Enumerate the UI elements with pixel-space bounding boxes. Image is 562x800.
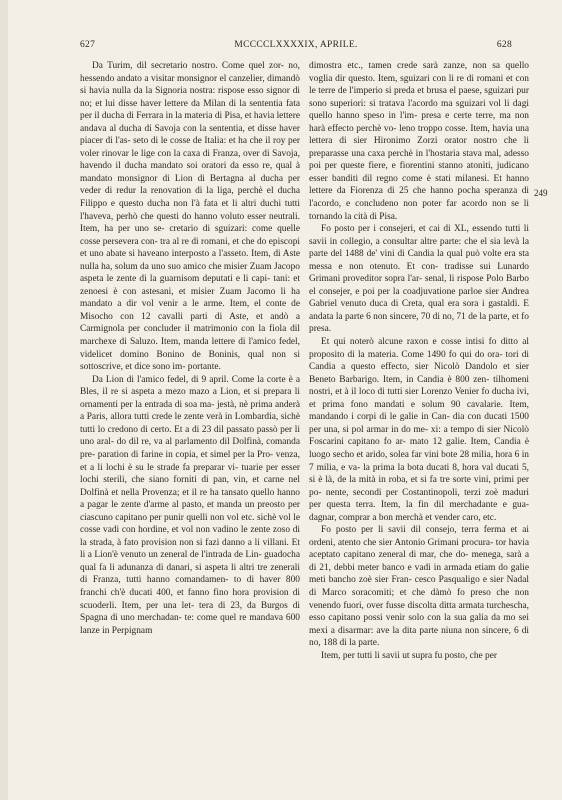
right-column <box>309 60 529 662</box>
margin-number: 249 <box>534 188 548 198</box>
scan-edge <box>0 0 8 800</box>
page-number-left: 627 <box>80 40 96 50</box>
paragraph: Fo posto per i consejeri, et cai di XL, essendo tutti li savii in collegio, a consultar altre parte: che el sia levà la parte del 1488 de' vini di Candia la qual può volte era sta messa e non otenuto. Et con- tradisse sui Lunardo Grimani proveditor sopra l'ar- senal, li rispose Polo Barbo el consejer, e poi per la coadjuvatione parloe sier Andrea Gabriel venuto duca di Creta, qual era sora i gastaldi. E andata la parte 6 non sincere, 70 di no, 71 de la parte, et fo presa. <box>309 224 529 335</box>
paragraph: dimostra etc., tamen crede sarà zanze, non sa quello voglia dir questo. Item, sguizari con li re di romani et con le terre de l'imperio si preda et brusa el paese, sguizari pur sono superiori: si tratava l'acordo ma sguizari vol li dagi quello hanno speso in l'im- presa e certe terre, ma non harà effecto perchè vo- leno troppo cosse. Item, havia una lettera di sier Hironimo Zorzi orator nostro che li preparasse una caxa perchè in l'hostaria stava mal, adesso poi per queste fiere, e fiorentini stanno atoniti, judicano esser banditi dil regno come è stati milanesi. Et hanno lettere da Fiorenza di 25 che hanno pocha speranza di l'acordo, e concludeno non poter far acordo non se li tornando la cità di Pisa. <box>309 61 529 222</box>
paragraph: Item, per tutti li savii ut supra fu posto, che per <box>321 650 498 661</box>
paragraph: Et qui noterò alcune raxon e cosse intisi fo ditto al proposito di la materia. Come 1490 fo qui do ora- tori di Candia a questo effecto, sier Nicolò Dandolo et sier Beneto Barbarigo. Item, in Candia è 800 zen- tilhomeni nostri, et à il loco di tutti sier Lorenzo Venier fo ducha ivi, et prima fono mandati e solum 90 cavalarie. Item, mandando i corpi di le galie in Can- dia con ducati 1500 per una, si pol armar in do me- xi: a tempo di sier Nicolò Foscarini capitano fo ar- mato 12 galie. Item, Candia è luogo secho et arido, solea far vini bote 28 milia, hora 6 in 7 milia, e va- la prima la bota ducati 8, hora val ducati 5, si è là, de la mità in roba, et si fa tre sorte vini, primi per po- nente, secondi per Costantinopoli, terzi zoè maduri per questa terra. Item, la fin dil merchadante e gua- dagnar, comprar a bon merchà et vender caro, etc. <box>309 337 529 523</box>
left-column <box>80 60 300 637</box>
running-header <box>80 40 512 54</box>
paragraph: Da Turim, dil secretario nostro. Come quel zor- no, hessendo andato a visitar monsignor el canzelier, dimandò si havia nulla da la Signoria nostra: rispose esso signor di no; et lui disse haver lettere da Milan di la sententia fata per il ducha di Ferrara in la materia di Pisa, et havia lettere andava al ducha di Savoja con la sententia, et disse haver piacer di l'as- seto di le cosse de Italia: et ha che il roy per voler rinovar le lige con la caxa di Franza, over di Savoja, havendo il ducha mandato soi oratori da esso re, qual à mandato monsignor di Lion di Bertagna al ducha per veder di redur la renovation di la liga, perchè el ducha Filippo e questo ducha non l'à fata et li altri duchi tutti l'haveva, perhò che questi do hanno voluto esser neutrali. Item, ha per uno se- cretario di sguizari: come quelle cosse persevera con- tra al re di romani, et che do episcopi et uno abate si haveano interposto a l'asseto. Item, di Aste nulla ha, solum da uno suo amico che misier Zuam Jacopo aspeta le zente di la guarnisom deputati e li capi- tani: et zenoesi è con astesani, et misier Zuam Jacomo li ha mandato a dir vol venir a le arme. Item, el conte de Misocho con 12 cavalli parti di Aste, et andò a Carmignola per concluder il matrimonio con la fiola dil marchexe di Saluzo. Item, manda lettere di l'amico fedel, videlicet domino Bonino de Boninis, qual non si sottoscrive, et dice sono im- portante. <box>80 61 300 373</box>
paragraph: Da Lion di l'amico fedel, di 9 april. Come la corte è a Bles, il re si aspeta a mezo mazo a Lion, et si prepara li ornamenti per la entrada di soa ma- jestà, nè prima anderà a Paris, allora tutti crede le zente verà in Lombardia, sichè tutti lo credono di certo. Et a di 23 dil passato passò per li uno aral- do dil re, va al parlamento dil Dolfinà, comanda pre- paration di farine in copia, et simel per la Pro- venza, et a li lochi è su le strade fa preparar vi- tuarie per esser lochi sterili, che siano forniti di pan, vin, et carne nel Dolfinà et nella Provenza; et il re ha tansato quello hanno a pagar le zente d'arme al pasto, et manda un preosto per ciascuno capitano per punir quelli non vol etc. sichè vol le cosse vadi con hordine, et vol non vadino le zente zoso di la strada, à fato provision non si fazi danno a li villani. Et li a Lion'è venuto un zeneral de l'intrada de Lin- guadocha qual fa li adunanza di danari, si aspeta li altri tre zenerali di Franza, tutti hanno comandamen- to di haver 800 franchi ch'è ducati 400, et fanno fino hora provision di scuoderli. Item, per una let- tera di 23, da Burgos di Spagna di uno merchadan- te: come quel re mandava 600 lanze in Perpignam <box>80 374 300 636</box>
paragraph: Fo posto per li savii dil consejo, terra ferma et ai ordeni, atento che sier Antonio Grimani procura- tor havia aceptato capitano zeneral di mar, che do- menega, sarà a di 21, debbi meter banco e vadi in armada etiam do galie meti bancho zoè sier Fran- cesco Pasqualigo e sier Nadal di Marco soracomiti; et che dàmò fo preso che non venendo fuori, over fusse discolta ditta armata turchescha, esso capitano possi venir solo con la sua galia da mo sei mexi a disarmar: ave la dita parte niuna non sincere, 6 di no, 188 di la parte. <box>309 525 529 649</box>
page-number-right: 628 <box>496 40 512 50</box>
header-title: MCCCCLXXXXIX, APRILE. <box>234 40 358 50</box>
